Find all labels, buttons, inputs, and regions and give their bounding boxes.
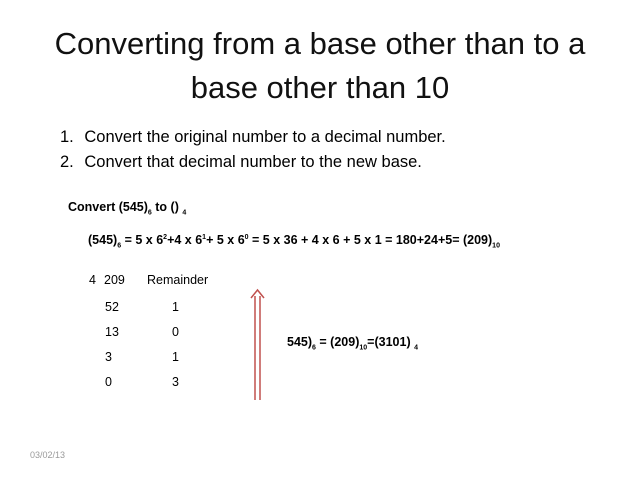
step-text: Convert the original number to a decimal number.: [84, 128, 446, 146]
result-base: 6: [312, 344, 316, 352]
prompt-base-to: 4: [182, 209, 187, 217]
result-part: = (209): [315, 335, 360, 349]
result-part: =(3101): [367, 335, 415, 349]
step-text: Convert that decimal number to the new base.: [84, 153, 422, 171]
equation-lhs: (545): [88, 233, 118, 247]
steps-list: [60, 125, 446, 175]
prompt-text: Convert (545): [68, 200, 148, 214]
equation-exponent: 2: [163, 233, 168, 241]
slide-title: [20, 22, 620, 110]
final-result: [287, 335, 418, 352]
conversion-prompt: [68, 200, 186, 217]
remainder-cell: 0: [172, 325, 179, 339]
equation-term: = 5 x 36 + 4 x 6 + 5 x 1 = 180+24+5= (209): [248, 233, 493, 247]
equation-term: = 5 x 6: [121, 233, 164, 247]
equation-result-base: 10: [492, 242, 500, 250]
division-start: 209: [104, 273, 125, 287]
equation-lhs-base: 6: [117, 242, 122, 250]
result-part: 545): [287, 335, 313, 349]
remainder-cell: 1: [172, 300, 179, 314]
prompt-base-from: 6: [147, 209, 152, 217]
equation-term: + 5 x 6: [206, 233, 245, 247]
equation-exponent: 0: [244, 233, 249, 241]
footer-date: 03/02/13: [30, 450, 66, 460]
up-arrow-icon: [248, 288, 268, 402]
quotient-cell: 0: [105, 375, 112, 389]
step-number: 2.: [60, 153, 74, 171]
quotient-cell: 52: [105, 300, 119, 314]
quotient-cell: 13: [105, 325, 119, 339]
remainder-cell: 1: [172, 350, 179, 364]
result-base: 4: [414, 344, 418, 352]
step-item: [60, 125, 446, 150]
remainder-cell: 3: [172, 375, 179, 389]
result-base: 10: [359, 344, 368, 352]
equation-term: +4 x 6: [167, 233, 203, 247]
prompt-middle: to (): [151, 200, 183, 214]
expansion-equation: [88, 233, 500, 250]
divisor: 4: [89, 273, 96, 287]
step-item: [60, 150, 446, 175]
equation-exponent: 1: [202, 233, 207, 241]
step-number: 1.: [60, 128, 74, 146]
quotient-cell: 3: [105, 350, 112, 364]
title-line-1: Converting from a base other than to a: [54, 26, 586, 61]
title-line-2: base other than 10: [190, 70, 450, 105]
remainder-header: Remainder: [147, 273, 209, 287]
